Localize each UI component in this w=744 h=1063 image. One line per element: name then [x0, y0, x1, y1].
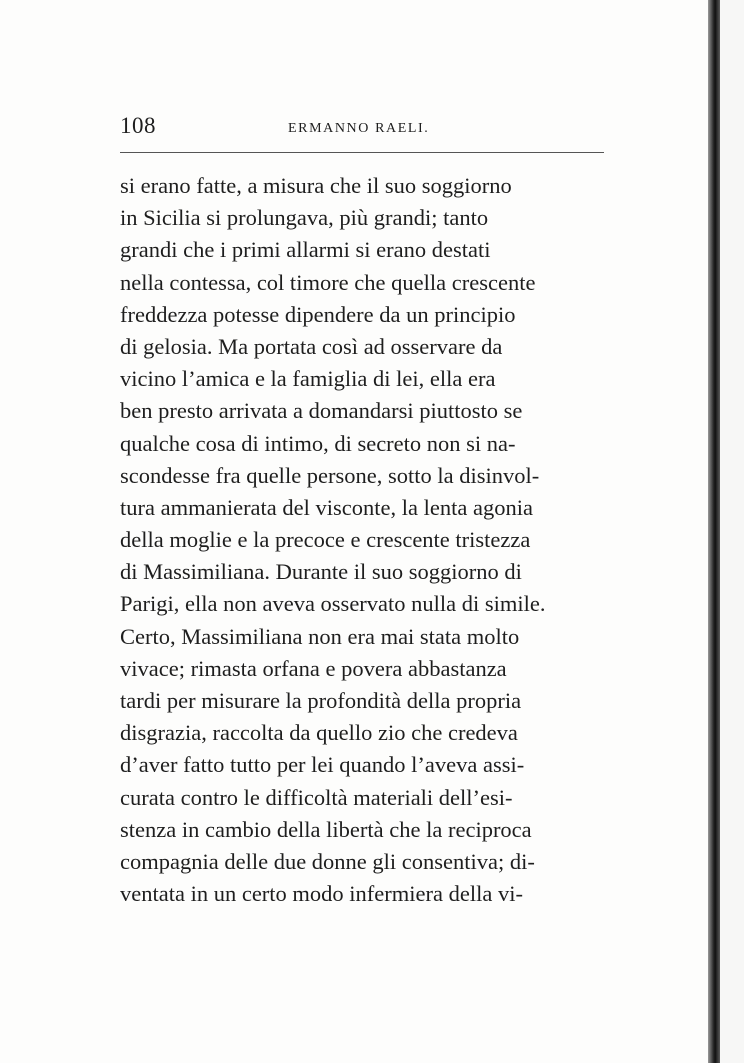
text-line: Certo, Massimiliana non era mai stata molto [120, 623, 520, 649]
text-line: stenza in cambio della libertà che la reciproca [120, 816, 532, 842]
text-line: compagnia delle due donne gli consentiva; di- [120, 848, 535, 874]
body-text [120, 170, 604, 910]
header-rule [120, 152, 604, 153]
running-title: ERMANNO RAELI. [288, 121, 430, 136]
text-line: nella contessa, col timore che quella crescente [120, 269, 536, 295]
text-line: vicino l’amica e la famiglia di lei, ella era [120, 366, 496, 392]
text-line: d’aver fatto tutto per lei quando l’aveva assi- [120, 752, 525, 778]
text-line: di gelosia. Ma portata così ad osservare da [120, 333, 503, 359]
text-line: curata contro le difficoltà materiali dell’esi- [120, 784, 513, 810]
page-outer-margin [720, 0, 744, 1063]
text-line: di Massimiliana. Durante il suo soggiorno di [120, 559, 522, 585]
running-head [120, 113, 604, 143]
page-number: 108 [120, 113, 156, 138]
text-line: tura ammanierata del visconte, la lenta agonia [120, 494, 533, 520]
text-line: della moglie e la precoce e crescente tristezza [120, 527, 531, 553]
text-line: ventata in un certo modo infermiera della vi- [120, 881, 523, 907]
text-line: disgrazia, raccolta da quello zio che credeva [120, 720, 518, 746]
text-line: si erano fatte, a misura che il suo soggiorno [120, 173, 512, 198]
text-line: grandi che i primi allarmi si erano destati [120, 237, 491, 263]
page-binding-edge [708, 0, 720, 1063]
text-line: ben presto arrivata a domandarsi piuttosto se [120, 398, 523, 424]
text-line: in Sicilia si prolungava, più grandi; tanto [120, 205, 489, 231]
text-line: Parigi, ella non aveva osservato nulla di simile. [120, 591, 546, 617]
text-line: tardi per misurare la profondità della propria [120, 688, 522, 713]
text-line: freddezza potesse dipendere da un principio [120, 301, 516, 327]
text-line: qualche cosa di intimo, di secreto non si na- [120, 430, 516, 456]
text-line: scondesse fra quelle persone, sotto la disinvol- [120, 462, 540, 488]
text-line: vivace; rimasta orfana e povera abbastanza [120, 655, 507, 681]
